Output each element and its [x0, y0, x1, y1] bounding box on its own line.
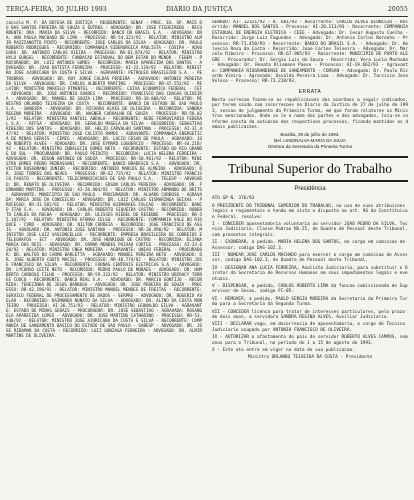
- section-presidencia: Presidência: [294, 186, 326, 193]
- header-page-number: 20055: [387, 6, 408, 13]
- left-column: [6, 20, 202, 494]
- header-journal: DIÁRIO DA JUSTIÇA: [166, 6, 233, 13]
- act-item: IX - AUTORIZAR o afastamento do pais do servidor ROBERTO ALVES CAMPOS, sem onus para o Tribunal, no periodo de 1 a 15 de agosto de 1993.: [212, 335, 408, 346]
- right-column: [212, 20, 408, 494]
- act-item: VI - REMOVER, a pedido, PAULO SERGIO MOREIRA da Secretaria da Primeira Turma para a Secretaria da Segunda Turma.: [212, 296, 408, 308]
- act-item: X - Este ato entra em vigor na data de sua publicacao.: [212, 348, 355, 354]
- header-rule: [6, 16, 408, 17]
- signature-role: Diretora da Secretaria da Primeira Turma: [268, 144, 352, 150]
- left-paragraph: cancela M. P. DA DEFESA DE JUSTIÇA - REQUERENTE: SENAF - PROC. EX. SP. MAIS DO BAS SANTOS PEREIRA DE SOUZA E OUTROS - ADVOGADO: DR. JOSE FIGUEIREDO - RECORRENTE: DRA. MARIA DA SILVA - RECORRIDO: BANCO DO BRASIL S.A. - ADVOGADA: DRA. ANA PAULA MACHADO DE LIMA - PROCESSO: RR-54.321/92 - RELATOR: MINISTRO ALMIR PAZZIANOTTO PINTO - RECORRENTE: JOSE CARLOS DA SILVA - ADVOGADO: DR. PAULO ROBERTO RODRIGUES - RECORRIDO: COMPANHIA SIDERURGICA PAULISTA - COSIPA - ADVOGADO: DR. ANTONIO CARLOS VIEIRA - PROCESSO: RR-61.874/92 - RELATOR: MINISTRO HYLO GURGEL - RECORRENTE: FUNDACAO ESTADUAL DO BEM ESTAR DO MENOR - FEBEM - PROCURADOR: DR. LUIZ ANTONIO GOMES - RECORRIDA: MARIA APARECIDA DOS SANTOS - ADVOGADO: DR. JOAO BATISTA FERREIRA - PROCESSO: AI-23.119/92 - RELATOR: MINISTRO JOSE AJURICABA DA COSTA E SILVA - AGRAVANTE: PETROLEO BRASILEIRO S.A. - PETROBRAS - ADVOGADO: DR. RUY JORGE CALDAS PEREIRA - AGRAVADO: ANTONIO PEREIRA DA SILVA - ADVOGADO: DR. CARLOS ALBERTO MARTINS - PROCESSO: RR-47.552/92 - RELATOR: MINISTRO MARCELO PIMENTEL - RECORRENTE: CAIXA ECONOMICA FEDERAL - CEF - ADVOGADO: DR. JOSE ANTONIO SOARES - RECORRIDO: FRANCISCO DAS CHAGAS OLIVEIRA - ADVOGADO: DR. MANOEL DE SOUZA LIMA - PROCESSO: RR-39.806/92 - RELATOR: MINISTRO ORLANDO TEIXEIRA DA COSTA - RECORRENTE: BANCO DO ESTADO DE SAO PAULO S.A. - BANESPA - ADVOGADO: DR. RICARDO ALVES DE OLIVEIRA - RECORRIDA: SANDRA REGINA MOREIRA - ADVOGADO: DR. WAGNER CARVALHO DE SOUZA - PROCESSO: RR-58.023/92 - RELATOR: MINISTRO VANTUIL ABDALA - RECORRENTE: REDE FERROVIARIA FEDERAL S.A. - RFFSA - ADVOGADO: DR. GERALDO MAGELA DA SILVA - RECORRIDO: SEBASTIAO RIBEIRO DOS SANTOS - ADVOGADO: DR. HELIO CARVALHO SANTANA - PROCESSO: AI-31.447/92 - RELATOR: MINISTRO JOSE CALIXTO RAMOS - AGRAVANTE: COMPANHIA ENERGETICA DE MINAS GERAIS - CEMIG - ADVOGADO: DR. LUCIO CESAR DE PAULA - AGRAVADO: JOAO ROBERTO ALVES - ADVOGADO: DR. JOSE EYMARD LOGUERCIO - PROCESSO: RR-44.218/92 - RELATOR: MINISTRO INDALECIO GOMES NETO - RECORRENTE: ESTADO DO RIO GRANDE DO SUL - PROCURADOR: DR. PAULO PEIXOTO - RECORRIDA: LUCIA HELENA FERREIRA - ADVOGADO: DR. EDSON ANTONIO DE SOUZA - PROCESSO: RR-50.961/92 - RELATOR: MINISTRO ERMES PEDRO PEDRASSANI - RECORRENTE: BANCO BRADESCO S.A. - ADVOGADO: DR. VICTOR RUSSOMANO JUNIOR - RECORRIDO: ANTONIO MARCOS DE ALMEIDA - ADVOGADO: DR. JOSE TORRES DAS NEVES - PROCESSO: RR-62.735/92 - RELATOR: MINISTRO FRANCISCO FAUSTO - RECORRENTE: TELECOMUNICACOES DE SAO PAULO S.A. - TELESP - ADVOGADO: DR. RENATO DE OLIVEIRA - RECORRIDO: EDSON CARLOS PEREIRA - ADVOGADO: DR. FERNANDO MARTINS - PROCESSO: AI-28.904/92 - RELATOR: MINISTRO ARMANDO DE BRITO - AGRAVANTE: MUNICIPIO DE SAO PAULO - PROCURADOR: DR. ALVARO CARDOSO - AGRAVADA: MARIA JOSE DA CONCEICAO - ADVOGADO: DR. LUIZ CARLOS SIGMARINGA SEIXAS - PROCESSO: RR-41.582/92 - RELATOR: MINISTRO GUIMARAES FALCAO - RECORRENTE: BANCO ITAU S.A. - ADVOGADO: DR. CARLOS ROBERTO SIQUEIRA CASTRO - RECORRIDO: ROBERTO CARLOS DA ROCHA - ADVOGADO: DR. ULISSES RIEDEL DE RESENDE - PROCESSO: RR-55.107/92 - RELATOR: MINISTRO AFONSO CELSO - RECORRENTE: COMPANHIA VALE DO RIO DOCE - CVRD - ADVOGADO: DR. NILTON CORREIA - RECORRIDO: JOSE FRANCISCO DE ASSIS - ADVOGADO: DR. ANTONIO JOSE SANTANA - PROCESSO: RR-36.990/92 - RELATOR: MINISTRO JOSE LUIZ VASCONCELLOS - RECORRENTE: EMPRESA BRASILEIRA DE CORREIOS E TELEGRAFOS - ECT - ADVOGADO: DR. JOSE HENRIQUE DE CASTRO - RECORRIDA: ELIANA MARIA DOS REIS - ADVOGADO: DR. OSMAR MENDES PAIXAO CORTES - PROCESSO: AI-33.620/92 - RELATOR: MINISTRO CNEA MOREIRA - AGRAVANTE: UNIAO FEDERAL - PROCURADOR: DR. WALTER DO CARMO BARLETTA - AGRAVADO: MANOEL PEREIRA NETO - ADVOGADO: DR. JOSE ALBERTO COUTO MACIEL - PROCESSO: RR-48.774/92 - RELATOR: MINISTRO JOSE FRANCISCO DA SILVA - RECORRENTE: FURNAS CENTRAIS ELETRICAS S.A. - ADVOGADO: DR. LYCURGO LEITE NETO - RECORRIDO: PEDRO PAULO DE MORAES - ADVOGADO: DR. HUMBERTO CARDOSO FILHO - PROCESSO: RR-59.332/92 - RELATOR: MINISTRO UBIRACY TORRES CUOCO - RECORRENTE: BANCO REAL S.A. - ADVOGADO: DR. MARCIO GONTIJO - RECORRIDA: TEREZINHA DE JESUS BARBOSA - ADVOGADO: DR. JOSE PEREIRA DE SOUZA - PROCESSO: RR-42.196/92 - RELATOR: MINISTRO MANOEL MENDES DE FREITAS - RECORRENTE: SERVICO FEDERAL DE PROCESSAMENTO DE DADOS - SERPRO - ADVOGADO: DR. ROGERIO AVELAR - RECORRIDO: RAIMUNDO NONATO DA SILVA - ADVOGADO: DR. ALINO DA COSTA MONTEIRO - PROCESSO: AI-26.751/92 - RELATOR: MINISTRO LEONALDO SILVA - AGRAVANTE: ESTADO DE MINAS GERAIS - PROCURADOR: DR. JOSE SEBASTIAO - AGRAVADA: ROSANGELA APARECIDA LOPES - ADVOGADO: DR. JOSE MARTINS CATHARINO - PROCESSO: RR-53.448/92 - RELATOR: MINISTRO JOSE AJURICABA DA COSTA E SILVA - RECORRENTE: COMPANHIA DE SANEAMENTO BASICO DO ESTADO DE SAO PAULO - SABESP - ADVOGADO: DR. JOSE RIBAMAR DA COSTA - RECORRIDO: LUIZ GONZAGA FERREIRA - ADVOGADO: DR. ALMIR MARTINS DE OLIVEIRA.: [6, 20, 202, 338]
- signature-date: Brasilia, 29 de julho de 1993.: [280, 132, 340, 138]
- newspaper-page: [6, 4, 408, 496]
- act-item: O PRESIDENTE DO TRIBUNAL SUPERIOR DO TRABALHO, no uso de suas atribuicoes legais e regimentais e tendo em vista o disposto no art. 96 da Constituicao Federal, resolve:: [212, 203, 408, 220]
- act-item: V - DISPENSAR, a pedido, CARLOS ROBERTO LIMA da funcao comissionada de Supervisor de Secao, codigo FC-05.: [212, 284, 408, 295]
- right-top-paragraph: SENADO: AI- 12321/92 - R. 681/93 - Recorrente: CARLOS ALVES DIONISIO - Recorrido: MANOEL DOS SANTOS - Processo: AI-20.113/93 - Recorrente: COMPANHIA ESTADUAL DE ENERGIA ELETRICA - CEEE - Advogado: Dr. Cesar Augusto Coelho - Recorrido: Jorge Luiz Fagundes - Advogado: Dr. Antonio Carlos Noronha - Processo: RR-71.450/93 - Recorrente: BANCO DO BRASIL S.A. - Advogado: Dr. Helvecio Rosa da Costa - Recorrido: Joao Carlos Teixeira - Advogado: Dr. Marcelo Ribeiro - Processo: RR-67.905/93 - Recorrente: MUNICIPIO DE PORTO ALEGRE - Procurador: Dr. Sergio Luis de Souza - Recorrida: Vera Lucia Machado - Advogado: Dr. Renato Kliemann Paese - Processo: AI-19.662/93 - Agravante: COMPANHIA RIOGRANDENSE DE SANEAMENTO - CORSAN - Advogado: Dr. Paulo Ricardo Vieira - Agravado: Osvaldo Pereira Lima - Advogado: Dr. Tarcisio Jose Veloso - Processo: RR-73.218/93.: [212, 20, 408, 85]
- act-item: VII - CONCEDER licenca para tratar de interesses particulares, pelo prazo de dois anos, a servidora SANDRA REGINA ALVES, Auxiliar Judiciario.: [212, 309, 405, 321]
- act-signature: Ministro ORLANDO TEIXEIRA DA COSTA - Presidente: [247, 355, 373, 361]
- header-date: TERÇA-FEIRA, 30 JULHO 1993: [6, 6, 107, 13]
- act-heading: ATO GP N. 376/93: [212, 196, 255, 202]
- act-item: III - NOMEAR JOSE CARLOS MACHADO para exercer o cargo em comissao de Assessor, codigo DAS-102.3, do Quadro de Pessoal deste Tribunal.: [212, 252, 408, 264]
- errata-title: ERRATA: [298, 88, 322, 95]
- tst-masthead: Tribunal Superior do Trabalho: [212, 156, 408, 182]
- act-item: I - CONCEDER aposentadoria voluntaria ao servidor JOAO PEDRO DA SILVA, Tecnico Judiciario, Classe Padrao NS-25, do Quadro de Pessoal deste Tribunal, com proventos integrais.: [212, 221, 408, 238]
- act-item: II - EXONERAR, a pedido, MARIA HELENA DOS SANTOS, do cargo em comissao de Assessor, codigo DAS-102.3.: [212, 240, 405, 251]
- errata-text: Nesta correcao fazem-se as republicacoes dos acordaos a seguir indicados, por terem saido com incorrecoes no Diario da Justica de 27 de julho de 1993, sessao de julgamento da Primeira Turma, em que foram relatores os Ministros mencionados. Onde se le o nome das partes e dos advogados, leia-se conforme consta da autuacao dos respectivos processos, ficando mantidas as demais publicacoes.: [212, 97, 408, 130]
- signature-name: Bel. LINDINALVA MARIA DA SILVA: [274, 138, 346, 144]
- signature-block: [212, 132, 408, 150]
- act-item: VIII - DECLARAR vago, em decorrencia de aposentadoria, o cargo de Tecnico Judiciario ocupado por ANTONIO FRANCISCO DE OLIVEIRA.: [212, 322, 405, 333]
- act-items: [212, 204, 408, 361]
- page-header: [6, 4, 408, 16]
- act-item: IV - DESIGNAR ANA LUCIA FERREIRA, Analista Judiciario, para substituir o Diretor da Secretaria de Recursos Humanos em seus impedimentos legais e eventuais.: [212, 265, 408, 282]
